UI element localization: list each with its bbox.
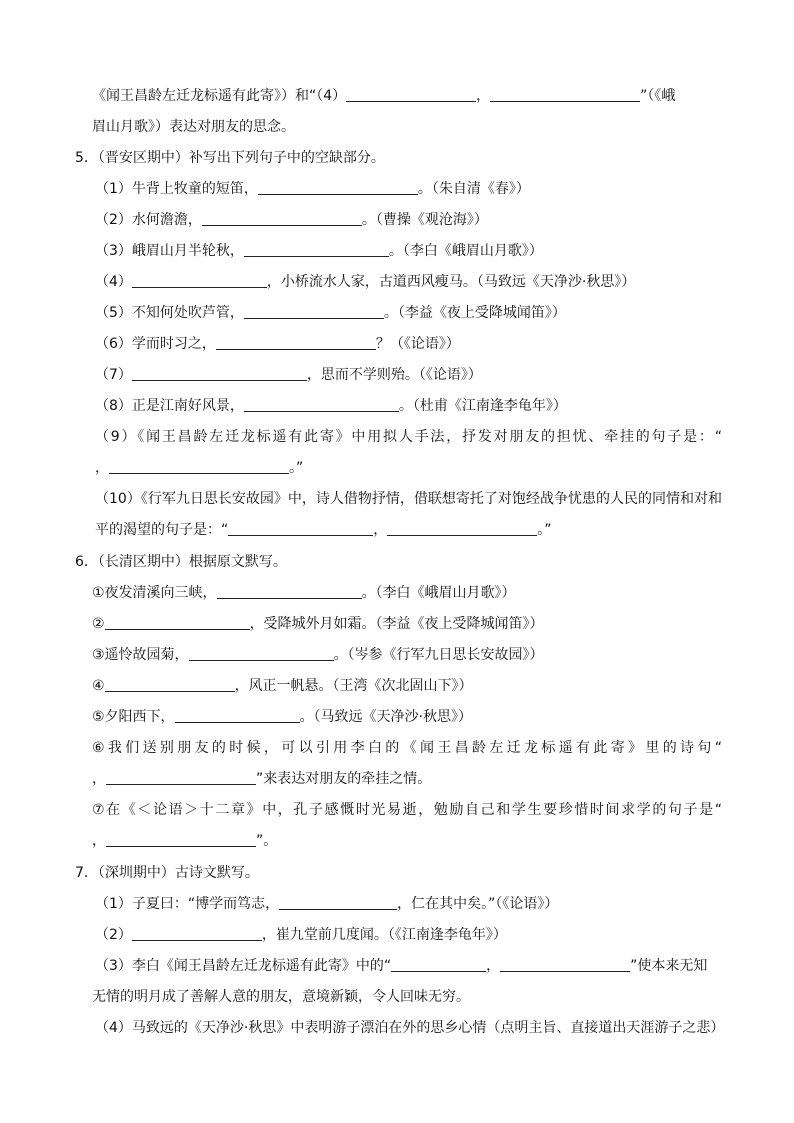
text-line (95, 272, 794, 292)
text-line (95, 520, 794, 540)
text-line (92, 831, 794, 851)
line-text: （4） (95, 274, 132, 290)
line-text: ，仁在其中矣。”（《论语》） (397, 896, 559, 912)
text-line (92, 614, 794, 634)
line-text: ，崔九堂前几度闻。（《江南逢李龟年》） (261, 927, 507, 943)
text-line (92, 117, 794, 137)
answer-blank[interactable] (132, 273, 267, 288)
line-text: 。（马致远《天净沙·秋思》） (299, 709, 473, 725)
line-text: ， (95, 460, 109, 476)
text-line (92, 738, 722, 758)
line-text: ？（《论语》） (375, 336, 460, 352)
text-line (95, 894, 794, 914)
answer-blank[interactable] (202, 211, 362, 226)
line-text: （1）子夏曰：“博学而笃志， (95, 896, 280, 912)
text-line (95, 427, 722, 447)
answer-blank[interactable] (132, 366, 307, 381)
text-line (95, 1018, 794, 1038)
line-text: ，风正一帆悬。（王湾《次北固山下》） (234, 678, 473, 694)
answer-blank[interactable] (258, 180, 418, 195)
answer-blank[interactable] (109, 459, 289, 474)
line-text: 。（杜甫《江南逢李龟年》） (398, 398, 567, 414)
line-text: （6）学而时习之， (95, 336, 216, 352)
answer-blank[interactable] (244, 242, 389, 257)
text-line (92, 676, 794, 696)
line-text: ”来表达对朋友的牵挂之情。 (256, 771, 432, 787)
line-text: （4）马致远的《天净沙·秋思》中表明游子漂泊在外的思乡心情（点明主旨、直接道出天涯游子之悲） (95, 1020, 725, 1036)
text-line (95, 396, 794, 416)
line-text: （2）水何澹澹， (95, 212, 202, 228)
answer-blank[interactable] (244, 397, 399, 412)
line-text: ⑥我们送别朋友的时候，可以引用李白的《闻王昌龄左迁龙标遥有此寄》里的诗句“ (92, 740, 722, 756)
text-line (95, 241, 794, 261)
line-text: （9）《闻王昌龄左迁龙标遥有此寄》中用拟人手法，抒发对朋友的担忧、牵挂的句子是：“ (95, 429, 722, 445)
line-text: （3）李白《闻王昌龄左迁龙标遥有此寄》中的“ (95, 958, 392, 974)
line-text: （10）《行军九日思长安故园》中，诗人借物抒情，借联想寄托了对饱经战争忧患的人民的同情和对和 (95, 491, 722, 507)
answer-blank[interactable] (189, 646, 334, 661)
line-text: 。（李白《峨眉山月歌》） (388, 243, 543, 259)
answer-blank[interactable] (105, 615, 250, 630)
text-line (95, 210, 794, 230)
answer-blank[interactable] (391, 957, 486, 972)
line-text: （2） (95, 927, 132, 943)
text-line (92, 707, 794, 727)
line-text: ， (476, 88, 491, 104)
answer-blank[interactable] (132, 926, 262, 941)
text-line (95, 303, 794, 323)
line-text: ，小桥流水人家，古道西风瘦马。（马致远《天净沙·秋思》） (266, 274, 636, 290)
line-text: ， (92, 833, 106, 849)
line-text: 无情的明月成了善解人意的朋友，意境新颖，令人回味无穷。 (92, 989, 470, 1005)
question-heading (75, 863, 794, 883)
line-text: ⑤夕阳西下， (92, 709, 175, 725)
text-line (95, 179, 794, 199)
line-text: （8）正是江南好风景， (95, 398, 244, 414)
answer-blank[interactable] (106, 832, 256, 847)
line-text: ③遥怜故园菊， (92, 647, 189, 663)
line-text: 7．（深圳期中）古诗文默写。 (75, 865, 259, 881)
line-text: ”（《峨 (640, 88, 676, 104)
text-line (95, 925, 794, 945)
answer-blank[interactable] (106, 770, 256, 785)
line-text: ， (486, 958, 501, 974)
text-line (95, 489, 722, 509)
line-text: （5）不知何处吹芦管， (95, 305, 244, 321)
text-line (92, 800, 722, 820)
question-heading (75, 552, 794, 572)
line-text: ，思而不学则殆。（《论语》） (306, 367, 482, 383)
answer-blank[interactable] (228, 521, 373, 536)
line-text: ⑦在《＜论语＞十二章》中，孔子感慨时光易逝，勉励自己和学生要珍惜时间求学的句子是“ (92, 802, 722, 818)
text-line (92, 645, 794, 665)
line-text: 5．（晋安区期中）补写出下列句子中的空缺部分。 (75, 150, 385, 166)
line-text: （3）峨眉山月半轮秋， (95, 243, 244, 259)
text-line (92, 583, 794, 603)
text-line (95, 458, 794, 478)
line-text: 眉山月歌》）表达对朋友的思念。 (92, 119, 295, 135)
answer-blank[interactable] (500, 957, 630, 972)
answer-blank[interactable] (244, 304, 384, 319)
line-text: 《闻王昌龄左迁龙标遥有此寄》）和“（4） (92, 88, 347, 104)
answer-blank[interactable] (216, 335, 376, 350)
text-line (92, 86, 794, 106)
line-text: 。（朱自清《春》） (417, 181, 530, 197)
line-text: 平的渴望的句子是：“ (95, 522, 229, 538)
line-text: ”。 (256, 833, 278, 849)
line-text: ④ (92, 678, 105, 694)
line-text: 。（岑参《行军九日思长安故园》） (333, 647, 544, 663)
text-line (92, 987, 794, 1007)
answer-blank[interactable] (279, 895, 397, 910)
question-heading (75, 148, 794, 168)
answer-blank[interactable] (105, 677, 235, 692)
line-text: ， (92, 771, 106, 787)
line-text: 。（李益《夜上受降城闻笛》） (383, 305, 566, 321)
line-text: ，受降城外月如霜。（李益《夜上受降城闻笛》） (249, 616, 544, 632)
line-text: ①夜发清溪向三峡， (92, 585, 217, 601)
answer-blank[interactable] (217, 584, 362, 599)
text-line (92, 769, 794, 789)
answer-blank[interactable] (490, 87, 640, 102)
line-text: （1）牛背上牧童的短笛， (95, 181, 258, 197)
line-text: 。” (537, 522, 552, 538)
line-text: ”使本来无知 (630, 958, 708, 974)
line-text: 。” (289, 460, 304, 476)
line-text: 6．（长清区期中）根据原文默写。 (75, 554, 287, 570)
answer-blank[interactable] (175, 708, 300, 723)
line-text: （7） (95, 367, 132, 383)
answer-blank[interactable] (346, 87, 476, 102)
line-text: ② (92, 616, 105, 632)
line-text: 。（李白《峨眉山月歌》） (361, 585, 516, 601)
text-line (95, 334, 794, 354)
line-text: ， (373, 522, 388, 538)
text-line (95, 956, 794, 976)
line-text: 。（曹操《观沧海》） (361, 212, 488, 228)
answer-blank[interactable] (387, 521, 537, 536)
text-line (95, 365, 794, 385)
